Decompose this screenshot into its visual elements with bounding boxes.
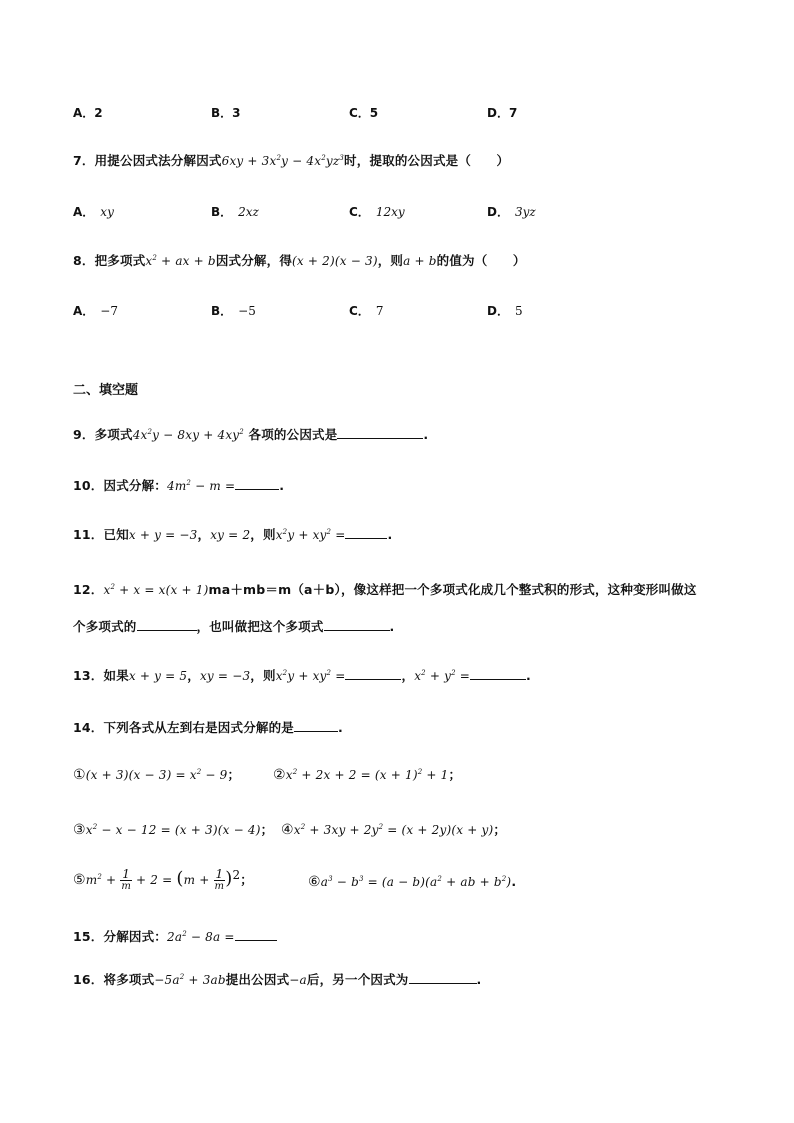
answer-blank[interactable] — [345, 667, 401, 680]
answer-blank[interactable] — [337, 426, 423, 439]
q6-option-a: A．2 — [73, 106, 103, 120]
q14-item-1: ①(x + $3)(x - 3) = x^2 - 9$； — [73, 767, 241, 783]
question-11: 11．已知x + y = −3，xy = 2，则$x^2y + xy^2$ = . — [73, 527, 393, 542]
q8-option-b: B． −5 — [211, 304, 256, 318]
q14-item-3: $③x^2 - x - 12 = (x + 3)(x - 4)$； — [73, 822, 274, 838]
answer-blank[interactable] — [409, 971, 477, 984]
question-16: 16．将多项式$-5a^2 + 3ab$提出公因式−a后，另一个因式为 . — [73, 972, 482, 987]
q6-option-c: C．5 — [349, 106, 379, 120]
q6-option-d: D．7 — [487, 106, 518, 120]
answer-blank[interactable] — [137, 618, 197, 631]
question-12-line-1: 12．$x^2 + x = x(x + 1)ma+mb=m(a+b)$，像这样把一个多项式化成几个整式积的形式，这种变形叫做这 — [73, 582, 697, 597]
question-7 — [73, 151, 509, 169]
answer-blank[interactable] — [235, 477, 279, 490]
q7-expression: $6xy + 3x^2y - 4x^2yz^3$ — [221, 154, 345, 168]
answer-blank[interactable] — [235, 928, 277, 941]
q6-option-b: B．3 — [211, 106, 241, 120]
question-9: 9．多项式$4x^2y - 8xy + 4xy^2$ 各项的公因式是 . — [73, 427, 429, 442]
question-15: 15．分解因式：$2a^2 - 8a$ = — [73, 927, 277, 945]
section-title-fill-blank: 二、填空题 — [73, 383, 139, 398]
question-14: 14．下列各式从左到右是因式分解的是 . — [73, 720, 343, 735]
q7-prefix: 7．用提公因式法分解因式 — [73, 153, 222, 168]
q8-option-c: C． 7 — [349, 304, 384, 318]
q7-option-a: A． xy — [73, 205, 114, 219]
q8-option-d: D． 5 — [487, 304, 523, 318]
q14-item-5: $⑤m^2$ + $\frac{1}{m}$ + 2 = (m + $\frac{1}{m}$ )$^2$； — [73, 867, 253, 892]
q7-option-d: D． 3yz — [487, 205, 536, 219]
answer-blank[interactable] — [345, 526, 387, 539]
question-13: 13．如果x + y = 5，xy = −3，则$x^2y + xy^2$ = ，$x^2 + y^2$ = . — [73, 668, 531, 683]
answer-blank[interactable] — [470, 667, 526, 680]
q14-item-6: $⑥a^3 - b^3 = (a - b)(a^2$ + ab + $b^2$). — [308, 874, 517, 890]
answer-blank[interactable] — [324, 618, 390, 631]
q7-suffix: 时，提取的公因式是（ ） — [344, 153, 510, 168]
question-8: 8．把多项式$x^2$ + ax + b因式分解，得(x + 2)(x − 3)，则a + b的值为（ ） — [73, 253, 526, 268]
question-10: 10．因式分解：$4m^2 - m$ = . — [73, 478, 285, 493]
q14-item-2: $②x^2 + 2x + 2 = (x + 1)^2 + 1$； — [273, 767, 462, 783]
answer-blank[interactable] — [294, 719, 338, 732]
q8-option-a: A． −7 — [73, 304, 118, 318]
q14-item-4: $④x^2 + 3xy + 2y^2 = (x + 2y)(x + y)$； — [281, 822, 507, 838]
question-12-line-2: 个多项式的 ，也叫做把这个多项式 . — [73, 619, 395, 634]
q7-option-c: C． 12xy — [349, 205, 405, 219]
q7-option-b: B． 2xz — [211, 205, 259, 219]
